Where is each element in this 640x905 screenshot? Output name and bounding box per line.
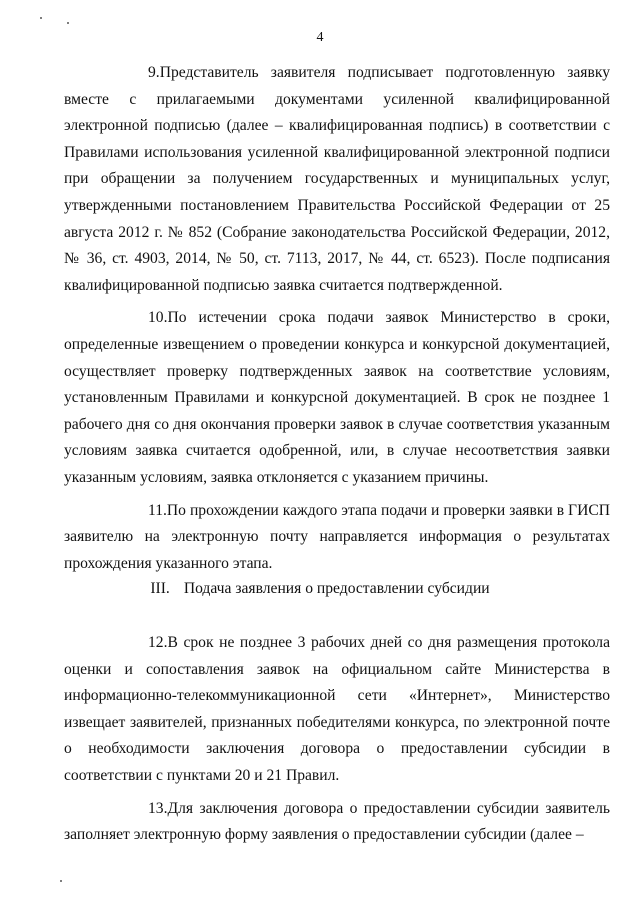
section-heading xyxy=(0,580,640,598)
paragraph-number: 11. xyxy=(148,501,167,519)
paragraph-number: 13. xyxy=(148,799,168,817)
scan-speck xyxy=(67,22,69,24)
body-text-bottom xyxy=(64,630,610,849)
paragraph-number: 12. xyxy=(148,634,168,651)
paragraph-text: Для заключения договора о предоставлении субсидии заявитель заполняет электронную форму заявления о предоставлении субсидии (далее – xyxy=(64,799,610,844)
body-text-top xyxy=(64,60,610,577)
scan-speck xyxy=(40,17,42,19)
scan-speck xyxy=(60,880,62,882)
paragraph-12 xyxy=(64,630,610,790)
paragraph-11 xyxy=(64,498,610,578)
paragraph-9 xyxy=(64,60,610,299)
section-numeral: III. xyxy=(150,580,170,597)
paragraph-number: 10. xyxy=(148,309,168,327)
paragraph-13 xyxy=(64,796,610,849)
paragraph-text: По прохождении каждого этапа подачи и проверки заявки в ГИСП заявителю на электронную почту направляется информация о результатах прохождения указанного этапа. xyxy=(64,501,610,572)
paragraph-text: В срок не позднее 3 рабочих дней со дня размещения протокола оценки и сопоставления заявок на официальном сайте Министерства в информационно-телекоммуникационной сети «Интернет», Министерство извещает заявителей, признанных победителями конкурса, по электронной почте о необходимости заключения договора о предоставлении субсидии в соответствии с пунктами 20 и 21 Правил. xyxy=(64,634,610,784)
section-title: Подача заявления о предоставлении субсидии xyxy=(183,580,490,597)
paragraph-10 xyxy=(64,305,610,491)
page-number: 4 xyxy=(316,30,324,45)
paragraph-text: Представитель заявителя подписывает подготовленную заявку вместе с прилагаемыми документами усиленной квалифицированной электронной подписью (далее – квалифицированная подпись) в соответствии с Правилами использования усиленной квалифицированной электронной подписи при обращении за получением государственных и муниципальных услуг, утвержденными постановлением Правительства Российской Федерации от 25 августа 2012 г. № 852 (Собрание законодательства Российской Федерации, 2012, № 36, ст. 4903, 2014, № 50, ст. 7113, 2017, № 44, ст. 6523). После подписания квалифицированной подписью заявка считается подтвержденной. xyxy=(64,64,610,294)
paragraph-text: По истечении срока подачи заявок Министерство в сроки, определенные извещением о проведении конкурса и конкурсной документацией, осуществляет проверку подтвержденных заявок на соответствие условиям, установленным Правилами и конкурсной документацией. В срок не позднее 1 рабочего дня со дня окончания проверки заявок в случае соответствия указанным условиям заявка считается одобренной, или, в случае несоответствия заявки указанным условиям, заявка отклоняется с указанием причины. xyxy=(64,309,610,486)
paragraph-number: 9. xyxy=(148,64,160,81)
